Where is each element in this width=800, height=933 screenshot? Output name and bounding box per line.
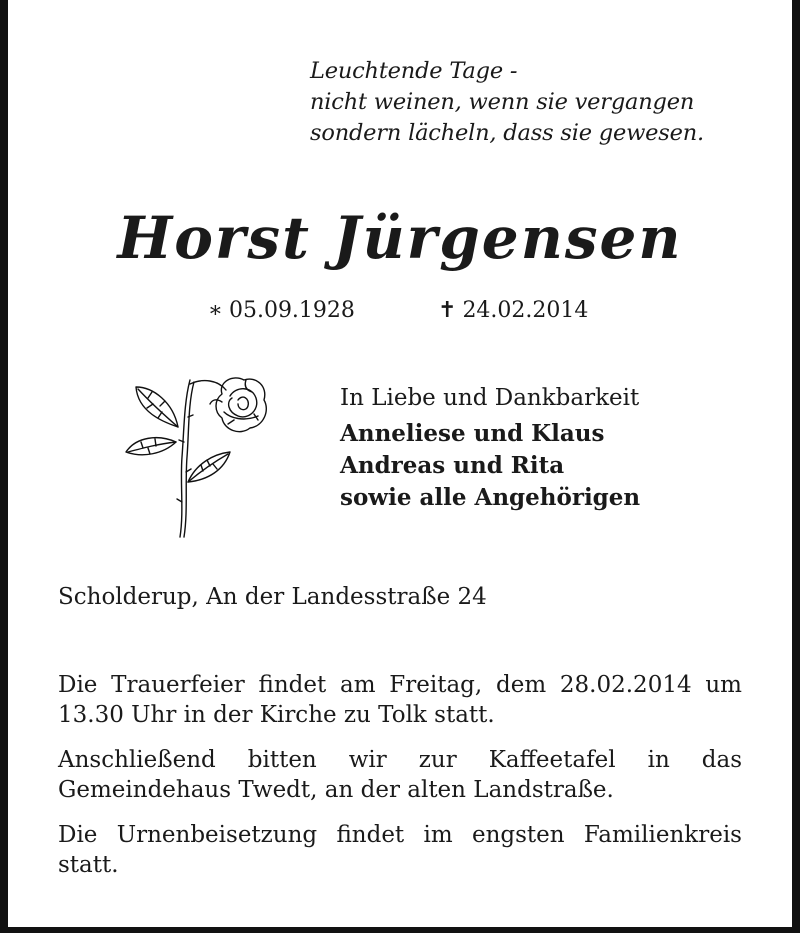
quote-line-1: Leuchtende Tage - (310, 58, 518, 84)
death-date (438, 296, 588, 326)
funeral-service-paragraph: Die Trauerfeier findet am Freitag, dem 28.02.2014 um 13.30 Uhr in der Kirche zu Tolk statt. (58, 672, 742, 728)
deceased-name: Horst Jürgensen (117, 204, 683, 272)
memorial-quote (310, 56, 704, 149)
birth-date-value: 05.09.1928 (228, 298, 355, 323)
family-line-1: Anneliese und Klaus (340, 420, 605, 447)
death-cross-icon: ✝ (438, 298, 457, 323)
family-block (340, 382, 640, 514)
rose-drawing-icon (118, 372, 278, 542)
quote-line-2: nicht weinen, wenn sie vergangen (310, 89, 695, 115)
family-intro: In Liebe und Dankbarkeit (340, 385, 640, 411)
coffee-reception-paragraph: Anschließend bitten wir zur Kaffeetafel in das Gemeindehaus Twedt, an der alten Landstraße. (58, 747, 742, 803)
family-line-3: sowie alle Angehörigen (340, 484, 641, 511)
birth-date (208, 296, 355, 326)
birth-star-icon: ∗ (208, 298, 223, 323)
death-date-value: 24.02.2014 (462, 298, 589, 323)
urn-burial-paragraph: Die Urnenbeisetzung findet im engsten Familienkreis statt. (58, 822, 742, 878)
quote-line-3: sondern lächeln, dass sie gewesen. (310, 120, 704, 146)
address: Scholderup, An der Landesstraße 24 (58, 584, 487, 610)
family-line-2: Andreas und Rita (340, 452, 565, 479)
